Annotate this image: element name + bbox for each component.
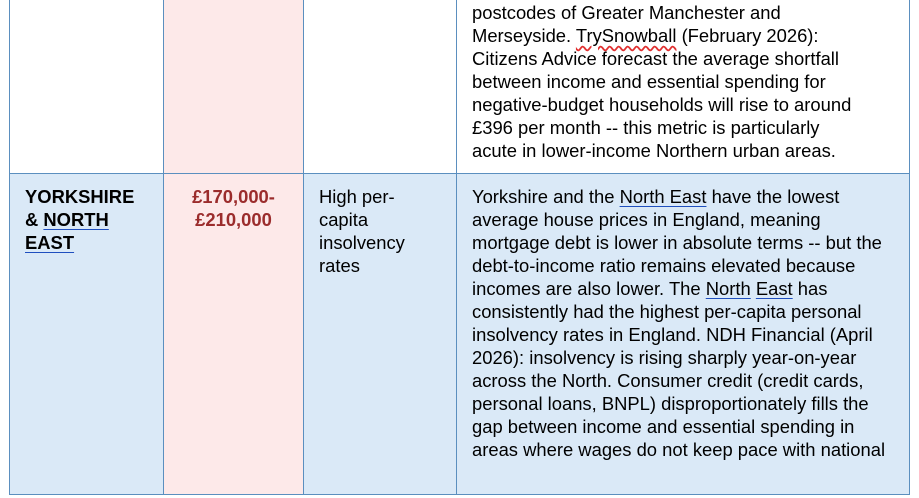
table-row-yorkshire [10,174,910,495]
regional-debt-table [9,0,910,495]
risk-line: insolvency [319,232,405,253]
detail-line: Merseyside. TrySnowball (February 2026): [472,25,819,46]
detail-line: Citizens Advice forecast the average shortfall [472,48,839,69]
detail-paragraph: Yorkshire and the North East have the lowest average house prices in England, meaning mortgage debt is lower in absolute terms -- but the debt-to-income ratio remains elevated because incomes are also lower. The North East has consistently had the highest per-capita personal insolvency rates in England. NDH Financial (April 2026): insolvency is rising sharply year-on-year across the North. Consumer credit (credit cards, personal loans, BNPL) disproportionately fills the gap between income and essential spending in areas where wages do not keep pace with national [472,186,886,460]
table-row-previous [10,0,910,174]
region-name-line1: YORKSHIRE [25,186,135,207]
detail-cell-previous [457,0,910,174]
north-east-link[interactable]: North East [619,186,707,207]
detail-line: postcodes of Greater Manchester and [472,2,781,23]
east-link[interactable]: EAST [25,232,75,253]
detail-line: £396 per month -- this metric is particularly [472,117,820,138]
spellcheck-word: TrySnowball [575,25,677,46]
price-line1: £170,000- [192,186,275,207]
detail-cell [457,174,910,495]
risk-cell-empty [304,0,457,174]
detail-line: acute in lower-income Northern urban areas. [472,140,836,161]
risk-cell [304,174,457,495]
region-cell-empty [10,0,164,174]
region-name-line2: & NORTH [25,209,109,230]
price-line2: £210,000 [195,209,272,230]
detail-line: between income and essential spending for [472,71,826,92]
detail-line: negative-budget households will rise to around [472,94,852,115]
north-link[interactable]: North [705,278,751,299]
region-cell [10,174,164,495]
region-name-line3 [25,231,149,254]
east-link[interactable]: East [755,278,793,299]
price-cell-empty [164,0,304,174]
north-link[interactable]: NORTH [43,209,109,230]
risk-line: capita [319,209,369,230]
risk-line: High per- [319,186,395,207]
risk-line: rates [319,255,360,276]
price-cell [164,174,304,495]
